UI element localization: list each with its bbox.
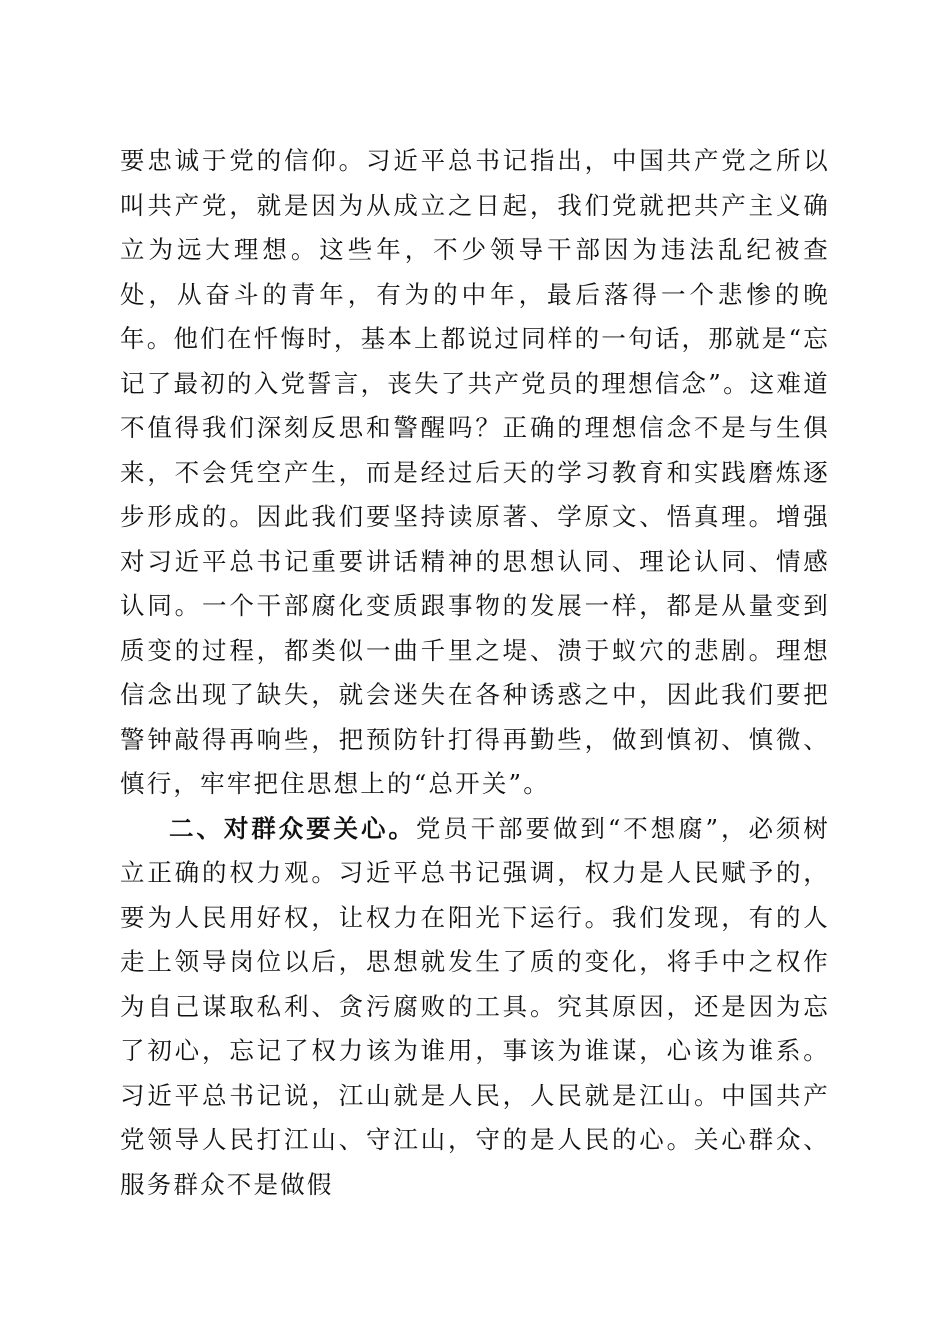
document-body xyxy=(120,139,830,1207)
paragraph-continued: 要忠诚于党的信仰。习近平总书记指出，中国共产党之所以叫共产党，就是因为从成立之日起，我们党就把共产主义确立为远大理想。这些年，不少领导干部因为违法乱纪被查处，从奋斗的青年，有为的中年，最后落得一个悲惨的晚年。他们在忏悔时，基本上都说过同样的一句话，那就是“忘记了最初的入党誓言，丧失了共产党员的理想信念”。这难道不值得我们深刻反思和警醒吗？正确的理想信念不是与生俱来，不会凭空产生，而是经过后天的学习教育和实践磨炼逐步形成的。因此我们要坚持读原著、学原文、悟真理。增强对习近平总书记重要讲话精神的思想认同、理论认同、情感认同。一个干部腐化变质跟事物的发展一样，都是从量变到质变的过程，都类似一曲千里之堤、溃于蚁穴的悲剧。理想信念出现了缺失，就会迷失在各种诱惑之中，因此我们要把警钟敲得再响些，把预防针打得再勤些，做到慎初、慎微、慎行，牢牢把住思想上的“总开关”。 xyxy=(120,146,830,798)
section-body-text: 党员干部要做到“不想腐”，必须树立正确的权力观。习近平总书记强调，权力是人民赋予的，要为人民用好权，让权力在阳光下运行。我们发现，有的人走上领导岗位以后，思想就发生了质的变化，将手中之权作为自己谋取私利、贪污腐败的工具。究其原因，还是因为忘了初心，忘记了权力该为谁用，事该为谁谋，心该为谁系。习近平总书记说，江山就是人民，人民就是江山。中国共产党领导人民打江山、守江山，守的是人民的心。关心群众、服务群众不是做假 xyxy=(120,813,830,1199)
section-heading: 二、对群众要关心。 xyxy=(169,813,416,843)
paragraph-section-2 xyxy=(120,807,830,1208)
